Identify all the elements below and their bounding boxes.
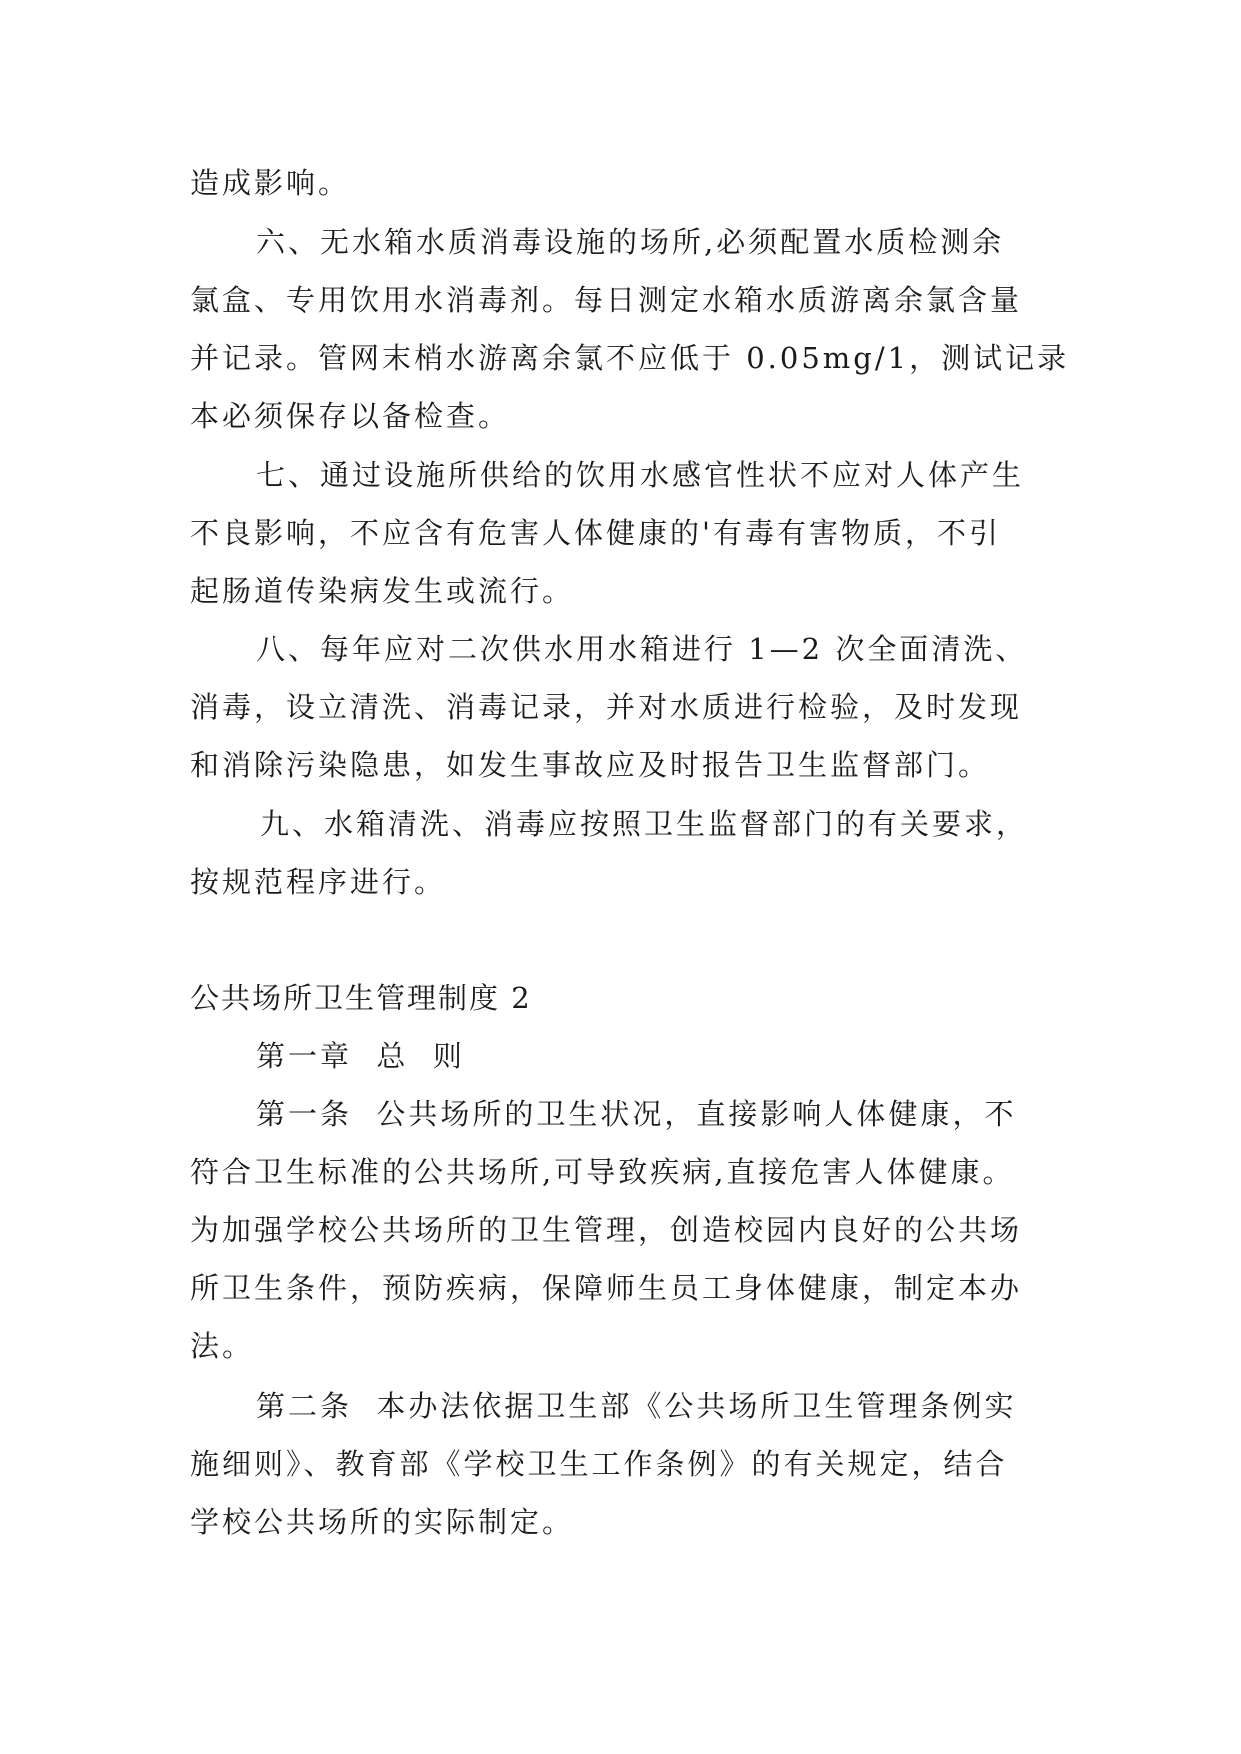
item-six-line-3: 并记录。管网末梢水游离余氯不应低于 0.05mg/1，测试记录 bbox=[190, 341, 1070, 375]
article-one-line-3: 为加强学校公共场所的卫生管理，创造校园内良好的公共场 bbox=[190, 1213, 1023, 1247]
item-six-line-1: 六、无水箱水质消毒设施的场所,必须配置水质检测余 bbox=[256, 225, 1005, 259]
item-nine-line-1: 九、水箱清洗、消毒应按照卫生监督部门的有关要求， bbox=[260, 807, 1029, 841]
article-two-line-3: 学校公共场所的实际制定。 bbox=[190, 1505, 575, 1539]
section-title: 公共场所卫生管理制度 2 bbox=[190, 981, 532, 1015]
item-eight-line-3: 和消除污染隐患，如发生事故应及时报告卫生监督部门。 bbox=[190, 748, 991, 782]
chapter-heading: 第一章 总 则 bbox=[256, 1039, 465, 1073]
item-seven-line-3: 起肠道传染病发生或流行。 bbox=[190, 574, 575, 608]
article-two-line-1: 第二条 本办法依据卫生部《公共场所卫生管理条例实 bbox=[256, 1389, 1017, 1423]
item-eight-line-2: 消毒，设立清洗、消毒记录，并对水质进行检验，及时发现 bbox=[190, 690, 1023, 724]
item-nine-line-2: 按规范程序进行。 bbox=[190, 865, 447, 899]
article-one-line-1: 第一条 公共场所的卫生状况，直接影响人体健康，不 bbox=[256, 1097, 1017, 1131]
item-eight-line-1: 八、每年应对二次供水用水箱进行 1—2 次全面清洗、 bbox=[256, 632, 1028, 666]
item-six-line-2: 氯盒、专用饮用水消毒剂。每日测定水箱水质游离余氯含量 bbox=[190, 283, 1023, 317]
paragraph-continuation-line: 造成影响。 bbox=[190, 166, 351, 200]
article-two-line-2: 施细则》、教育部《学校卫生工作条例》的有关规定，结合 bbox=[190, 1447, 1008, 1481]
article-one-line-4: 所卫生条件，预防疾病，保障师生员工身体健康，制定本办 bbox=[190, 1271, 1023, 1305]
article-one-line-2: 符合卫生标准的公共场所,可导致疾病,直接危害人体健康。 bbox=[190, 1155, 1015, 1189]
item-six-line-4: 本必须保存以备检查。 bbox=[190, 399, 511, 433]
item-seven-line-1: 七、通过设施所供给的饮用水感官性状不应对人体产生 bbox=[256, 458, 1025, 492]
item-seven-line-2: 不良影响，不应含有危害人体健康的'有毒有害物质，不引 bbox=[190, 516, 1001, 550]
article-one-line-5: 法。 bbox=[190, 1329, 255, 1363]
